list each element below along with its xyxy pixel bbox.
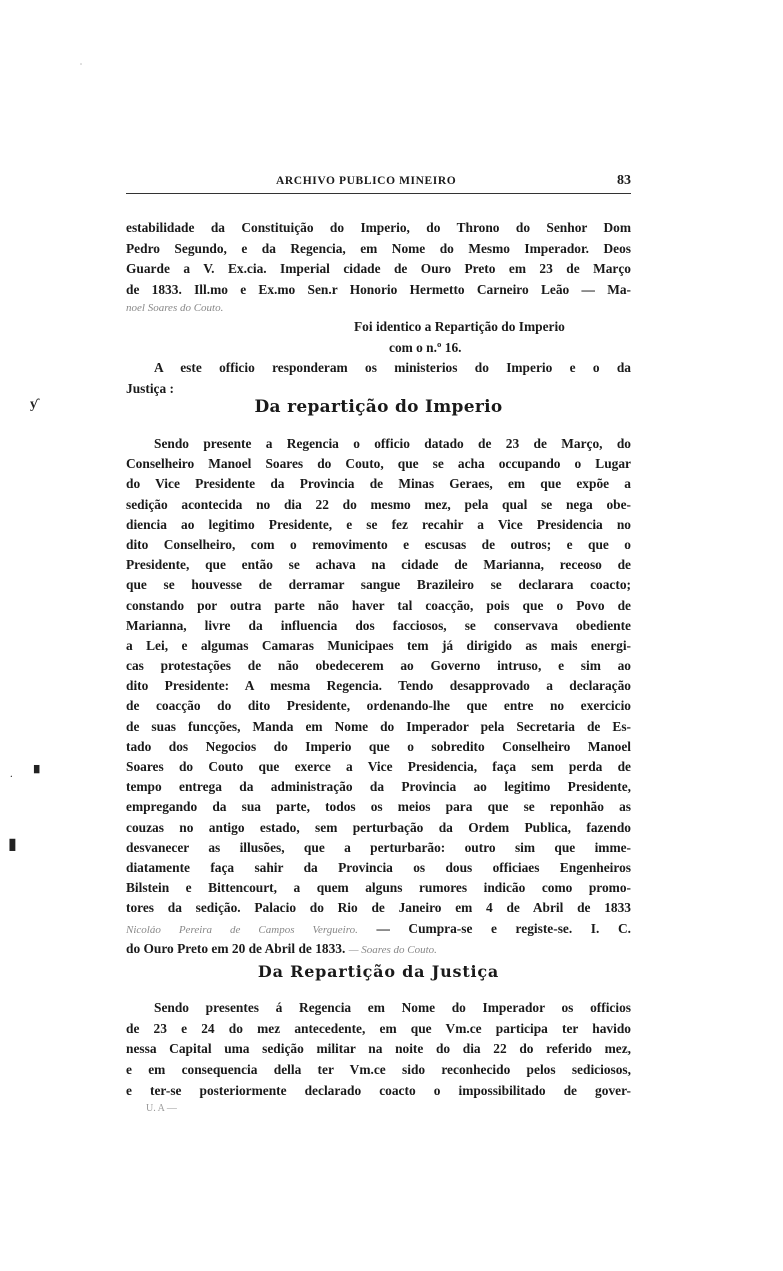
- text-line: Bilstein e Bittencourt, a quem alguns rumores indicão como promo-: [126, 880, 631, 896]
- text-line: Sendo presentes á Regencia em Nome do Imperador os officios: [154, 1000, 631, 1015]
- text-line: Conselheiro Manoel Soares do Couto, que se acha occupando o Lugar: [126, 456, 631, 472]
- text-line: de coacção do dito Presidente, ordenando-lhe que entre no exercicio: [126, 698, 631, 714]
- text-line: que se houvesse de derramar sangue Brazileiro se declarara coacto;: [126, 577, 631, 593]
- text-line: do Vice Presidente da Provincia de Minas Geraes, em que expõe a: [126, 476, 631, 492]
- text-line: diatamente faça sahir da Provincia os dous officiaes Engenheiros: [126, 859, 631, 875]
- signature: noel Soares do Couto.: [126, 302, 224, 314]
- text-line: e em consequencia della ter Vm.ce sido reconhecido pelos sediciosos,: [126, 1062, 631, 1078]
- text-line: Marianna, livre da influencia dos facciosos, se conservava obediente: [126, 617, 631, 633]
- footer-faint: U. A —: [146, 1103, 177, 1115]
- text-line: dito Conselheiro, com o removimento e escusas de outros; e que o: [126, 536, 631, 552]
- margin-mark: ▘: [34, 767, 45, 782]
- note-identical: [126, 317, 631, 358]
- text-line: de suas funcções, Manda em Nome do Imperador pela Secretaria de Es-: [126, 718, 631, 734]
- text-line: e ter-se posteriormente declarado coacto o impossibilitado de gover-: [126, 1082, 631, 1098]
- text-line: [126, 919, 631, 939]
- text-line: [126, 300, 631, 314]
- text-line: desvanecer as illusões, que a perturbarão: outro sim que imme-: [126, 839, 631, 855]
- text-line: couzas no antigo estado, sem perturbação da Ordem Publica, fazendo: [126, 819, 631, 835]
- running-header: [126, 173, 631, 195]
- section-heading-imperio: Da repartição do Imperio: [254, 397, 503, 417]
- text-line: Presidente, que então se achava na cidade de Marianna, receoso de: [126, 557, 631, 573]
- signature: — Soares do Couto.: [348, 943, 437, 956]
- text-line: tempo entrega da administração da Provincia ao legitimo Presidente,: [126, 779, 631, 795]
- margin-mark: ▮: [8, 836, 17, 853]
- text-line: a Lei, e algumas Camaras Municipaes tem já dirigido as mais energi-: [126, 637, 631, 653]
- page-number: 83: [617, 173, 631, 188]
- text-line: de 23 e 24 do mez antecedente, em que Vm.ce participa ter havido: [126, 1020, 631, 1036]
- place-date: do Ouro Preto em 20 de Abril de 1833.: [126, 940, 346, 956]
- text-line: Guarde a V. Ex.cia. Imperial cidade de Ouro Preto em 23 de Março: [126, 261, 631, 276]
- text-line: empregando da sua parte, todos os meios para que se reponhão as: [126, 799, 631, 815]
- text-line: diencia ao legitimo Presidente, e se fez recahir a Vice Presidencia no: [126, 516, 631, 532]
- text-line: estabilidade da Constituição do Imperio, do Throno do Senhor Dom: [126, 220, 631, 235]
- text-line: Justiça :: [126, 380, 174, 396]
- text-line: cas protestações de não obedecerem ao Governo intruso, e sim ao: [126, 658, 631, 674]
- paragraph-continuation: [126, 218, 631, 314]
- text-line: dito Presidente: A mesma Regencia. Tendo desapprovado a declaração: [126, 678, 631, 694]
- text-line: [126, 1101, 631, 1113]
- section-heading-justica: Da Repartição da Justiça: [257, 962, 500, 981]
- text-line: A este officio responderam os ministerios do Imperio e o da: [154, 360, 631, 375]
- text-line: constando por outra parte não haver tal coacção, pois que o Povo de: [126, 597, 631, 613]
- text-line: de 1833. Ill.mo e Ex.mo Sen.r Honorio Hermetto Carneiro Leão — Ma-: [126, 281, 631, 297]
- text-line: tado dos Negocios do Imperio que o sobredito Conselheiro Manoel: [126, 738, 631, 754]
- signature: Nicoláo Pereira de Campos Vergueiro.: [126, 923, 358, 936]
- registration-note: — Cumpra-se e registe-se. I. C.: [376, 920, 631, 936]
- paragraph-intro: [126, 358, 631, 399]
- text-line: Sendo presente a Regencia o officio datado de 23 de Março, do: [154, 436, 631, 451]
- text-line: tores da sedição. Palacio do Rio de Janeiro em 4 de Abril de 1833: [126, 900, 631, 916]
- running-title: ARCHIVO PUBLICO MINEIRO: [276, 175, 457, 187]
- text-line: [126, 939, 631, 959]
- margin-mark: ·: [10, 772, 13, 781]
- paragraph-justica: [126, 998, 631, 1113]
- text-line: Foi identico a Repartição do Imperio: [354, 319, 565, 334]
- margin-mark: ·: [80, 62, 83, 68]
- text-line: Pedro Segundo, e da Regencia, em Nome do Mesmo Imperador. Deos: [126, 240, 631, 256]
- paragraph-imperio: [126, 434, 631, 959]
- text-line: sedição acontecida no dia 22 do mesmo mez, pela qual se nega obe-: [126, 496, 631, 512]
- text-line: nessa Capital uma sedição militar na noite do dia 22 do referido mez,: [126, 1041, 631, 1057]
- header-rule: [126, 193, 631, 194]
- text-line: com o n.º 16.: [389, 339, 462, 355]
- text-line: Soares do Couto que exerce a Vice Presidencia, faça sem perda de: [126, 759, 631, 774]
- margin-mark: ƴ: [30, 397, 37, 412]
